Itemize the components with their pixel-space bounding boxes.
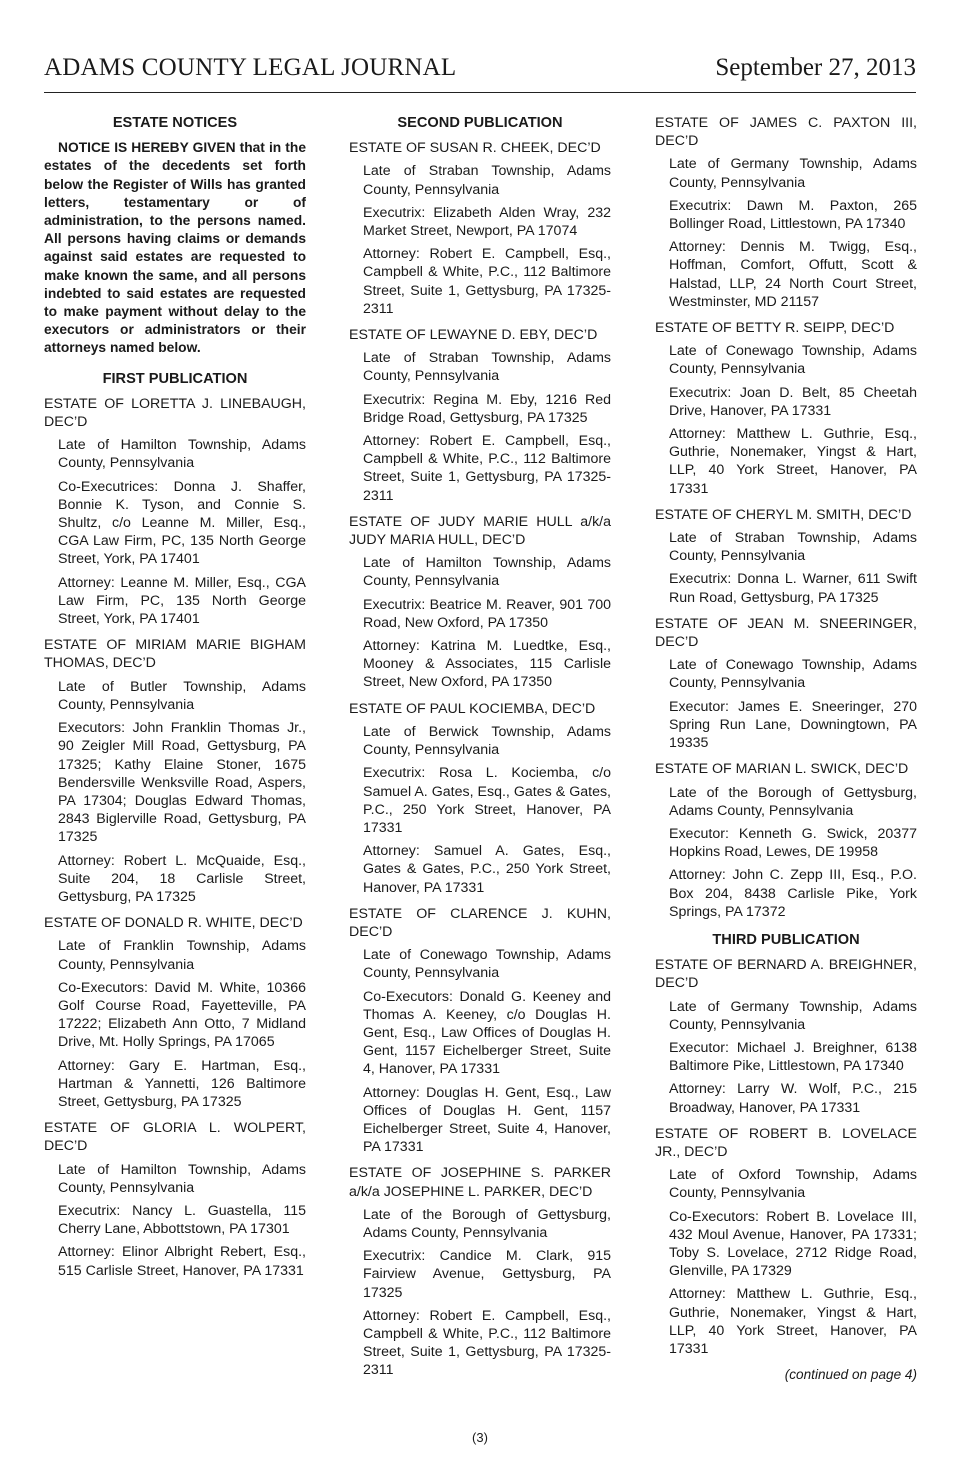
estate-entry: [44, 395, 306, 628]
estate-exec: Executrix: Donna L. Warner, 611 Swift Run Road, Gettysburg, PA 17325: [669, 571, 917, 606]
estate-exec: Co-Executors: Donald G. Keeney and Thomas A. Keeney, c/o Douglas H. Gent, Esq., Law Offices of Douglas H. Gent, 1157 Eichelberger Street, Suite 4, Hanover, PA 17331: [363, 988, 611, 1078]
estate-late: Late of Conewago Township, Adams County, Pennsylvania: [363, 947, 611, 982]
estate-name: ESTATE OF DONALD R. WHITE, DEC’D: [44, 915, 303, 932]
estate-name: ESTATE OF GLORIA L. WOLPERT, DEC’D: [44, 1120, 306, 1155]
estate-entry: [655, 956, 917, 1117]
estate-exec: Co-Executors: David M. White, 10366 Golf Course Road, Fayetteville, PA 17222; Elizabeth Ann Otto, 7 Midland Drive, Mt. Holly Springs, PA 17065: [58, 979, 306, 1051]
estate-name: ESTATE OF CHERYL M. SMITH, DEC’D: [655, 506, 912, 523]
estate-late: Late of Straban Township, Adams County, Pennsylvania: [669, 530, 917, 565]
estate-late: Late of Franklin Township, Adams County, Pennsylvania: [58, 938, 306, 973]
estate-atty: Attorney: Leanne M. Miller, Esq., CGA Law Firm, PC, 135 North George Street, York, PA 17401: [58, 574, 306, 628]
second-publication-list-continued: [655, 114, 917, 921]
estate-name: ESTATE OF MIRIAM MARIE BIGHAM THOMAS, DEC’D: [44, 637, 306, 672]
estate-atty: Attorney: Matthew L. Guthrie, Esq., Guthrie, Nonemaker, Yingst & Hart, LLP, 40 York Street, Hanover, PA 17331: [669, 1286, 917, 1357]
estate-entry: [349, 513, 611, 692]
estate-exec: Executor: Kenneth G. Swick, 20377 Hopkins Road, Lewes, DE 19958: [669, 825, 917, 861]
estate-name: ESTATE OF JAMES C. PAXTON III, DEC’D: [655, 115, 917, 150]
third-publication-heading: THIRD PUBLICATION: [712, 931, 860, 948]
estate-atty: Attorney: Dennis M. Twigg, Esq., Hoffman, Comfort, Offutt, Scott & Halstad, LLP, 24 North Court Street, Westminster, MD 21157: [669, 239, 917, 310]
estate-late: Late of Conewago Township, Adams County, Pennsylvania: [669, 343, 917, 378]
estate-atty: Attorney: Elinor Albright Rebert, Esq., 515 Carlisle Street, Hanover, PA 17331: [58, 1244, 306, 1279]
issue-date: September 27, 2013: [715, 54, 916, 81]
estate-name: ESTATE OF LEWAYNE D. EBY, DEC’D: [349, 327, 598, 344]
second-publication-list: [349, 139, 611, 1379]
estate-name: ESTATE OF MARIAN L. SWICK, DEC’D: [655, 761, 909, 778]
estate-entry: [44, 1119, 306, 1280]
estate-exec: Executrix: Candice M. Clark, 915 Fairview Avenue, Gettysburg, PA 17325: [363, 1248, 611, 1301]
estate-name: ESTATE OF BERNARD A. BREIGHNER, DEC’D: [655, 957, 917, 992]
estate-entry: [44, 914, 306, 1111]
estate-late: Late of Germany Township, Adams County, Pennsylvania: [669, 156, 917, 191]
estate-notices-heading: ESTATE NOTICES: [112, 115, 238, 131]
estate-entry: [655, 319, 917, 498]
estate-name: ESTATE OF CLARENCE J. KUHN, DEC’D: [349, 905, 611, 940]
page-number: (3): [472, 1430, 488, 1445]
estate-exec: Executrix: Joan D. Belt, 85 Cheetah Drive, Hanover, PA 17331: [669, 384, 917, 419]
estate-late: Late of Butler Township, Adams County, Pennsylvania: [58, 678, 306, 713]
column-2: [349, 114, 611, 1388]
notice-body: that in the estates of the decedents set forth below the Register of Wills has granted letters, testamentary or of administration, to the persons named. All persons having claims or demands against said estates are requested to make known the same, and all persons indebted to said estates are requested to make payment without delay to the executors or administrators or their attorneys named below.: [44, 140, 306, 356]
estate-atty: Attorney: John C. Zepp III, Esq., P.O. Box 204, 8438 Carlisle Pike, York Springs, PA 17372: [669, 867, 917, 920]
estate-exec: Executrix: Rosa L. Kociemba, c/o Samuel A. Gates, Esq., Gates & Gates, P.C., 250 York Street, Hanover, PA 17331: [363, 765, 611, 836]
estate-late: Late of the Borough of Gettysburg, Adams County, Pennsylvania: [363, 1206, 611, 1241]
estate-entry: [349, 139, 611, 318]
estate-name: ESTATE OF SUSAN R. CHEEK, DEC’D: [349, 140, 601, 157]
estate-late: Late of Straban Township, Adams County, Pennsylvania: [363, 350, 611, 385]
estate-entry: [655, 1125, 917, 1358]
estate-atty: Attorney: Robert L. McQuaide, Esq., Suite 204, 18 Carlisle Street, Gettysburg, PA 17325: [58, 852, 306, 905]
estate-late: Late of Straban Township, Adams County, Pennsylvania: [363, 163, 611, 198]
estate-late: Late of Conewago Township, Adams County, Pennsylvania: [669, 657, 917, 692]
estate-exec: Executor: Michael J. Breighner, 6138 Baltimore Pike, Littlestown, PA 17340: [669, 1039, 917, 1075]
estate-exec: Co-Executors: Robert B. Lovelace III, 432 Moul Avenue, Hanover, PA 17331; Toby S. Lovelace, 2712 Ridge Road, Glenville, PA 17329: [669, 1208, 917, 1280]
estate-entry: [349, 700, 611, 897]
estate-atty: Attorney: Robert E. Campbell, Esq., Campbell & White, P.C., 112 Baltimore Street, Suite 1, Gettysburg, PA 17325-2311: [363, 433, 611, 504]
notice-lead: NOTICE IS HEREBY GIVEN: [58, 140, 236, 156]
first-publication-list: [44, 395, 306, 1280]
column-3: [655, 114, 917, 1384]
page-header: [44, 52, 916, 93]
estate-late: Late of Hamilton Township, Adams County, Pennsylvania: [58, 437, 306, 472]
column-1: [44, 114, 306, 1288]
estate-late: Late of Berwick Township, Adams County, Pennsylvania: [363, 723, 611, 759]
estate-exec: Executrix: Elizabeth Alden Wray, 232 Market Street, Newport, PA 17074: [363, 204, 611, 240]
first-publication-heading: FIRST PUBLICATION: [102, 370, 248, 387]
estate-name: ESTATE OF LORETTA J. LINEBAUGH, DEC’D: [44, 395, 306, 431]
estate-atty: Attorney: Douglas H. Gent, Esq., Law Offices of Douglas H. Gent, 1157 Eichelberger Street, Suite 4, Hanover, PA 17331: [363, 1084, 611, 1156]
estate-late: Late of Germany Township, Adams County, Pennsylvania: [669, 998, 917, 1033]
estate-entry: [349, 326, 611, 505]
estate-entry: [349, 905, 611, 1157]
estate-exec: Co-Executrices: Donna J. Shaffer, Bonnie K. Tyson, and Connie S. Shultz, c/o Leanne M. Miller, Esq., CGA Law Firm, PC, 135 North George Street, York, PA 17401: [58, 478, 306, 568]
estate-atty: Attorney: Larry W. Wolf, P.C., 215 Broadway, Hanover, PA 17331: [669, 1081, 917, 1116]
estate-name: ESTATE OF JEAN M. SNEERINGER, DEC’D: [655, 615, 917, 651]
estate-atty: Attorney: Matthew L. Guthrie, Esq., Guthrie, Nonemaker, Yingst & Hart, LLP, 40 York Street, Hanover, PA 17331: [669, 426, 917, 497]
estate-exec: Executors: John Franklin Thomas Jr., 90 Zeigler Mill Road, Gettysburg, PA 17325; Kathy Elaine Stoner, 1675 Bendersville Wenksville Road, Aspers, PA 17304; Douglas Edward Thomas, 2843 Biglerville Road, Gettysburg, PA 17325: [58, 720, 306, 846]
continued-note: (continued on page 4): [784, 1367, 917, 1383]
estate-exec: Executrix: Dawn M. Paxton, 265 Bollinger Road, Littlestown, PA 17340: [669, 197, 917, 233]
estate-name: ESTATE OF BETTY R. SEIPP, DEC’D: [655, 320, 895, 337]
estate-exec: Executrix: Regina M. Eby, 1216 Red Bridge Road, Gettysburg, PA 17325: [363, 391, 611, 426]
estate-exec: Executrix: Nancy L. Guastella, 115 Cherry Lane, Abbottstown, PA 17301: [58, 1202, 306, 1238]
notice-paragraph: [44, 139, 306, 357]
second-publication-heading: SECOND PUBLICATION: [397, 115, 563, 131]
estate-late: Late of Hamilton Township, Adams County, Pennsylvania: [363, 555, 611, 590]
estate-entry: [655, 506, 917, 607]
estate-late: Late of Oxford Township, Adams County, Pennsylvania: [669, 1167, 917, 1202]
estate-late: Late of Hamilton Township, Adams County, Pennsylvania: [58, 1161, 306, 1196]
journal-title: ADAMS COUNTY LEGAL JOURNAL: [44, 54, 457, 81]
estate-entry: [655, 760, 917, 921]
estate-name: ESTATE OF PAUL KOCIEMBA, DEC’D: [349, 700, 596, 717]
estate-entry: [349, 1164, 611, 1379]
estate-name: ESTATE OF JOSEPHINE S. PARKER a/k/a JOSEPHINE L. PARKER, DEC’D: [349, 1165, 611, 1200]
estate-late: Late of the Borough of Gettysburg, Adams County, Pennsylvania: [669, 784, 917, 819]
estate-atty: Attorney: Katrina M. Luedtke, Esq., Mooney & Associates, 115 Carlisle Street, New Oxford, PA 17350: [363, 638, 611, 691]
estate-entry: [655, 114, 917, 311]
estate-exec: Executrix: Beatrice M. Reaver, 901 700 Road, New Oxford, PA 17350: [363, 596, 611, 631]
estate-atty: Attorney: Robert E. Campbell, Esq., Campbell & White, P.C., 112 Baltimore Street, Suite 1, Gettysburg, PA 17325-2311: [363, 1307, 611, 1379]
estate-atty: Attorney: Gary E. Hartman, Esq., Hartman & Yannetti, 126 Baltimore Street, Gettysburg, PA 17325: [58, 1057, 306, 1110]
estate-atty: Attorney: Robert E. Campbell, Esq., Campbell & White, P.C., 112 Baltimore Street, Suite 1, Gettysburg, PA 17325-2311: [363, 246, 611, 317]
estate-entry: [44, 636, 306, 906]
estate-entry: [655, 615, 917, 752]
estate-name: ESTATE OF JUDY MARIE HULL a/k/a JUDY MARIA HULL, DEC’D: [349, 513, 611, 549]
estate-name: ESTATE OF ROBERT B. LOVELACE JR., DEC’D: [655, 1125, 917, 1160]
estate-atty: Attorney: Samuel A. Gates, Esq., Gates & Gates, P.C., 250 York Street, Hanover, PA 17331: [363, 843, 611, 896]
estate-exec: Executor: James E. Sneeringer, 270 Spring Run Lane, Downingtown, PA 19335: [669, 698, 917, 752]
third-publication-list: [655, 956, 917, 1358]
